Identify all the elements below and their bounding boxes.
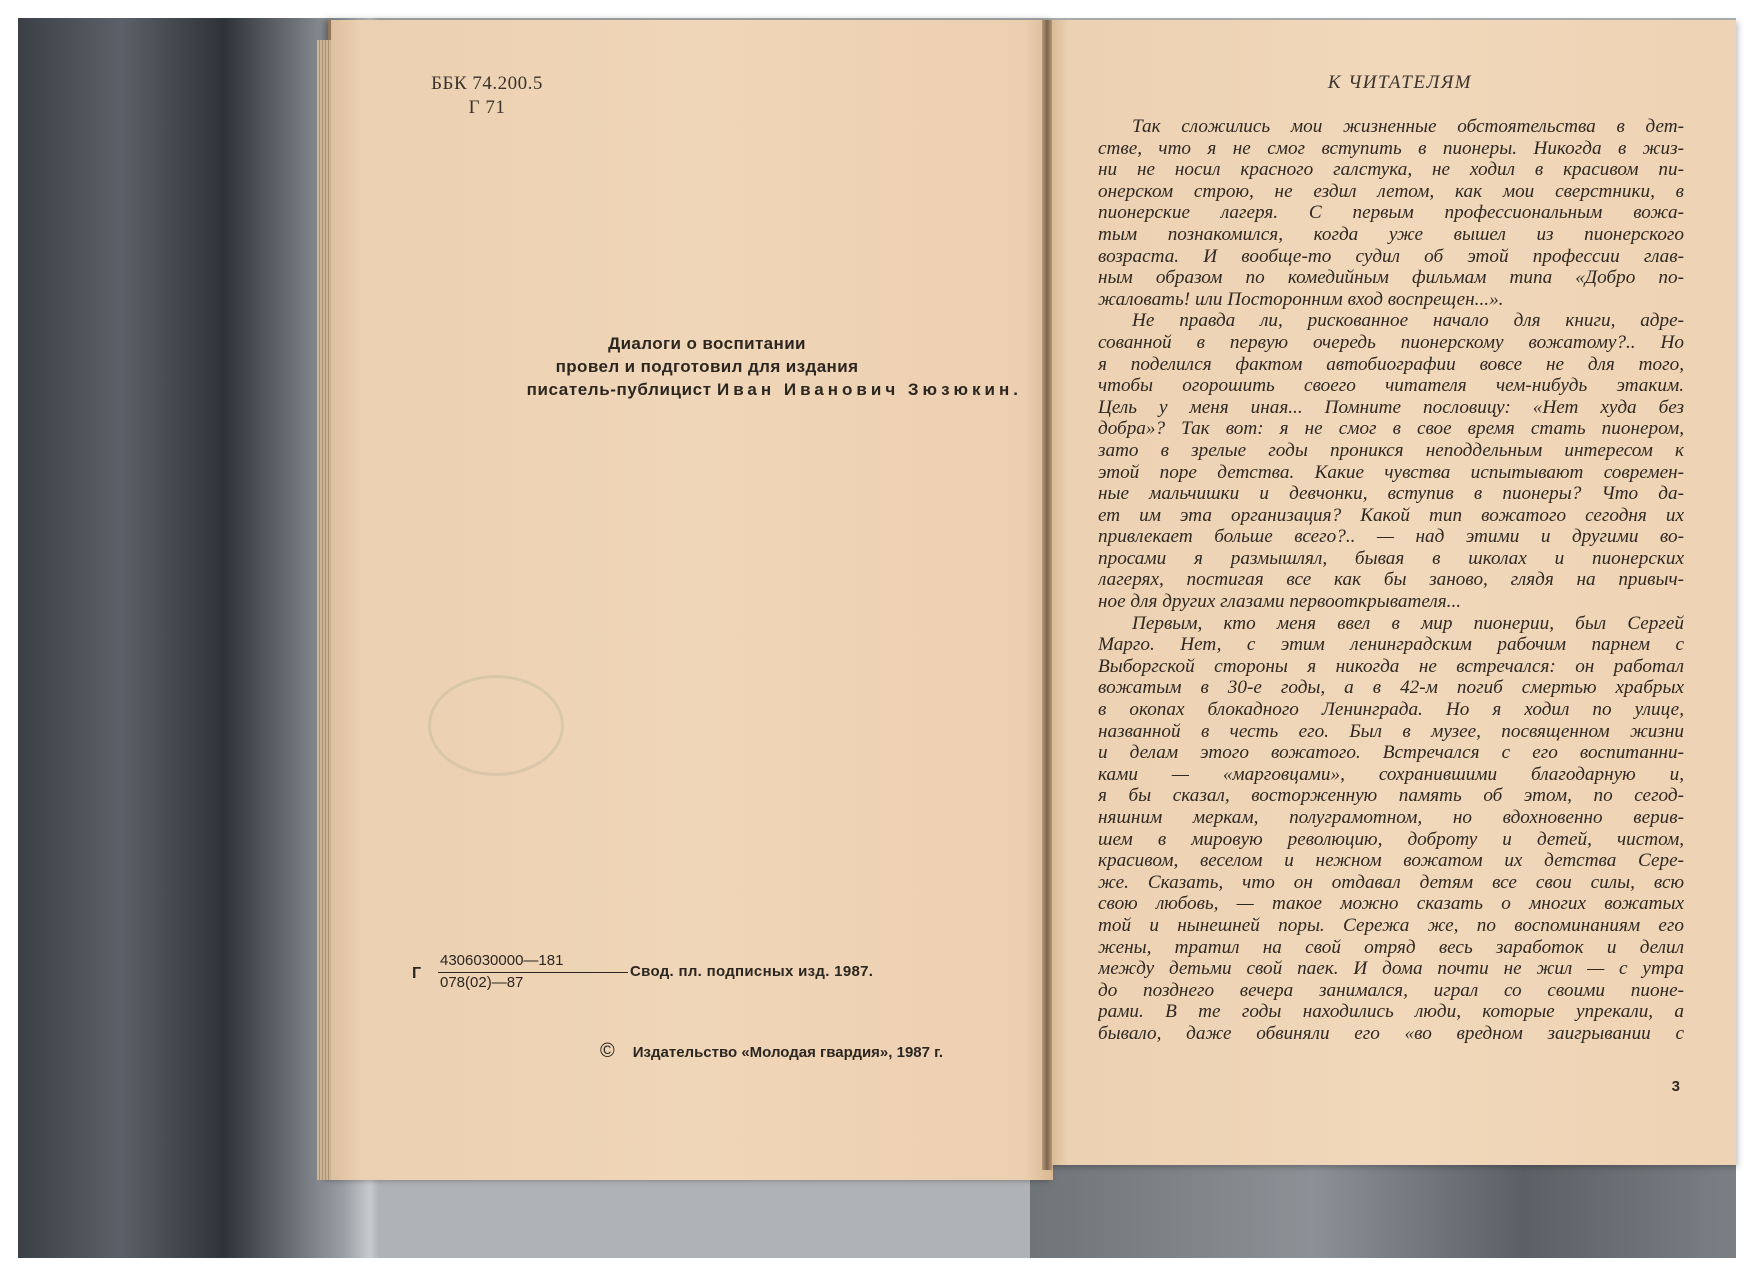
text-line: бывало, даже обвиняли его «во вредном заигрывании с bbox=[1098, 1022, 1684, 1044]
text-line: я поделился фактом автобиографии вовсе не для того, bbox=[1098, 353, 1684, 375]
text-line: я бы сказал, восторженную память об этом, по сегод- bbox=[1098, 785, 1684, 807]
annotation-line-1: Диалоги о воспитании bbox=[608, 334, 806, 353]
text-line: тым познакомился, когда уже вышел из пионерского bbox=[1098, 223, 1684, 245]
bbk-code: ББК 74.200.5 bbox=[431, 73, 543, 94]
catalog-denominator: 078(02)—87 bbox=[440, 974, 524, 991]
text-line: привлекает больше всего?.. — над этими и другими во- bbox=[1098, 526, 1684, 548]
text-line: Так сложились мои жизненные обстоятельства в дет- bbox=[1132, 116, 1684, 137]
author-role: писатель-публицист bbox=[526, 380, 717, 399]
text-line: между детьми свой паек. И дома почти не жил — с утра bbox=[1098, 958, 1684, 980]
annotation-block bbox=[392, 332, 1022, 401]
text-line: шем в мировую революцию, доброту и детей, чистом, bbox=[1098, 828, 1684, 850]
text-line: названной в честь его. Был в музее, посвященном жизни bbox=[1098, 720, 1684, 742]
catalog-numerator: 4306030000—181 bbox=[440, 952, 564, 969]
text-line: ное для других глазами первооткрывателя... bbox=[1098, 591, 1462, 613]
text-line: жаловать! или Посторонним вход воспрещен...». bbox=[1098, 288, 1504, 310]
text-line: красивом, веселом и нежном вожатом их детства Сере- bbox=[1098, 850, 1684, 872]
catalog-index bbox=[412, 951, 892, 1011]
catalog-note: Свод. пл. подписных изд. 1987. bbox=[630, 963, 874, 980]
text-line: пионерские лагеря. С первым профессиональным вожа- bbox=[1098, 202, 1684, 224]
text-line: и делам этого вожатого. Встречался с его воспитанни- bbox=[1098, 742, 1684, 764]
page-title: К ЧИТАТЕЛЯМ bbox=[1327, 72, 1473, 93]
text-line: жены, тратил на свой отряд весь заработок и делил bbox=[1098, 936, 1684, 958]
text-line: рами. В те годы находились люди, которые упрекали, а bbox=[1098, 1001, 1684, 1023]
text-line: Первым, кто меня ввел в мир пионерии, был Сергей bbox=[1132, 612, 1684, 634]
text-line: вожатым в 30-е годы, а в 42-м погиб смертью храбрых bbox=[1098, 677, 1684, 699]
author-mark: Г 71 bbox=[468, 97, 506, 118]
text-line: ным образом по комедийным фильмам типа «Добро по- bbox=[1098, 267, 1684, 289]
text-line: зато в зрелые годы проникся неподдельным интересом к bbox=[1098, 439, 1684, 461]
body-text bbox=[1098, 116, 1684, 1045]
book-gutter bbox=[1042, 20, 1052, 1170]
text-line: же. Сказать, что он отдавал детям все свои силы, всю bbox=[1098, 871, 1684, 893]
text-line: свою любовь, — такое можно сказать о многих вожатых bbox=[1098, 893, 1684, 915]
copyright-text: Издательство «Молодая гвардия», 1987 г. bbox=[632, 1044, 944, 1061]
text-line: просами я размышлял, бывая в школах и пионерских bbox=[1098, 547, 1684, 569]
text-line: добра»? Так вот: я не смог в свое время стать пионером, bbox=[1098, 418, 1684, 440]
text-line: онерском строю, не ездил летом, как мои сверстники, в bbox=[1098, 180, 1684, 202]
text-line: в окопах блокадного Ленинграда. Но я ходил по улице, bbox=[1098, 699, 1684, 721]
text-line: ные мальчишки и девчонки, вступив в пионеры? Что да- bbox=[1098, 483, 1684, 505]
annotation-line-3 bbox=[392, 378, 1022, 401]
text-line: ни не носил красного галстука, не ходил в красивом пи- bbox=[1098, 159, 1684, 181]
text-line: няшним меркам, полуграмотном, но вдохновенно верив- bbox=[1098, 807, 1684, 828]
bbk-classification bbox=[412, 72, 562, 120]
text-line: сованной в первую очередь пионерскому вожатому?.. Но bbox=[1098, 331, 1684, 353]
scanner-background-shadow bbox=[1030, 1165, 1736, 1258]
text-line: этой поре детства. Какие чувства испытывают современ- bbox=[1098, 461, 1684, 483]
copyright-line bbox=[600, 1040, 1020, 1064]
text-line: стве, что я не смог вступить в пионеры. Никогда в жиз- bbox=[1098, 137, 1684, 159]
author-name: Иван Иванович Зюзюкин. bbox=[716, 380, 1022, 399]
text-line: той и нынешней поры. Сережа же, по воспоминаниям его bbox=[1098, 914, 1684, 936]
text-line: Марго. Нет, с этим ленинградским рабочим парнем с bbox=[1098, 634, 1684, 656]
show-through-emblem bbox=[428, 675, 564, 776]
page-edges bbox=[317, 40, 331, 1180]
catalog-letter: Г bbox=[412, 965, 422, 982]
text-line: ками — «марговцами», сохранившими благодарную и, bbox=[1098, 763, 1684, 785]
text-line: возраста. И вообще-то судил об этой профессии глав- bbox=[1098, 245, 1684, 267]
text-line: ет им эта организация? Какой тип вожатого сегодня их bbox=[1098, 504, 1684, 526]
text-line: до позднего вечера занимался, играл со своими пионе- bbox=[1098, 979, 1684, 1001]
text-line: Выборгской стороны я никогда не встречался: он работал bbox=[1098, 655, 1684, 677]
copyright-icon: © bbox=[600, 1040, 615, 1062]
page-number: 3 bbox=[1671, 1078, 1680, 1095]
text-line: Цель у меня иная... Помните пословицу: «Нет худа без bbox=[1098, 396, 1684, 418]
text-line: чтобы огорошить своего читателя чем-нибудь этаким. bbox=[1098, 375, 1684, 397]
text-line: Не правда ли, рискованное начало для книги, адре- bbox=[1132, 310, 1684, 332]
text-line: лагерях, постигая все как бы заново, глядя на привыч- bbox=[1098, 569, 1684, 591]
annotation-line-2: провел и подготовил для издания bbox=[555, 357, 859, 376]
